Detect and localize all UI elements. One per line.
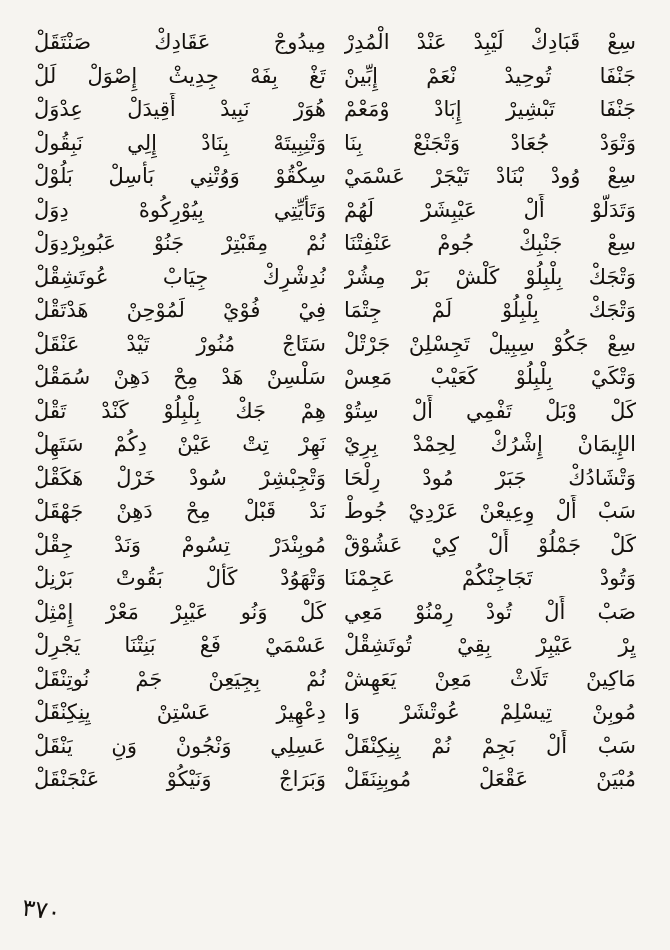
verse-line: وَتَأَيِّتِي بِيُوْرِكُوهْ دِوَلْ: [34, 197, 326, 222]
verse-line: دِعْهِيرْ عَسْتِنْ يِنِكِنْقَلْ: [34, 700, 326, 724]
verse-line: سَبْ أَلْ وِعِيعْنْ عَرْدِيْ جُوطْ: [344, 499, 636, 523]
verse-line: وَتْنِبِيتَهْ بِنَادْ إِلِي نَبِقُولْ: [34, 130, 326, 155]
left-column: [34, 26, 326, 898]
verse-line: مُبْيَنْ عَقْعَلْ مُوبِنِنَقَلْ: [344, 767, 636, 791]
verse-line: عَسِلِي وَنْجُونْ وَنِ يَنْقَلْ: [34, 733, 326, 758]
verse-line: نَدْ قَبْلْ مِحْ دَهِنْ جَهْقَلْ: [34, 499, 326, 523]
verse-line: صَبْ أَلْ تُودْ رِمْنُوْ مَعِي: [344, 599, 636, 624]
verse-line: وَبَرَاجْ وَنَيْكُوْ عَنْجَنْقَلْ: [34, 767, 326, 791]
verse-line: وَتْشَادُكْ جَبَرْ مُودْ رِلْحَا: [344, 465, 636, 490]
verse-line: يِرْ عَيْبِرْ بِقِيْ تُوتَشِقْلْ: [344, 633, 636, 657]
verse-line: مَاكِينْ تَلَاثْ مَعِنْ يَعَهِشْ: [344, 666, 636, 691]
verse-line: وَتْوَدْ جُعَادْ وَتْجَنْعْ بِنَا: [344, 130, 636, 155]
verse-line: نُمْ بِجِيَعِنْ جَمْ نُوتِنْقَلْ: [34, 666, 326, 691]
verse-line: مُوبِنْدَرْ تِسُومْ وَنَدْ جِقْلْ: [34, 532, 326, 557]
verse-line: نُمْ مِقَبْتِرْ جَنُوْ عَبُوبِرْدِوَلْ: [34, 231, 326, 255]
verse-line: سِعْ جَنْبِكْ جُومْ عَنْفِتْنَا: [344, 231, 636, 255]
verse-line: وَتْهَوُدْ كَأَلْ بَقُوتْ بَرْنِلْ: [34, 566, 326, 590]
verse-line: وَتُودْ تَجَاجِنْكُمْ عَجِمْنَا: [344, 566, 636, 590]
verse-line: مُوبِنْ تِيسْلِمْ عُوتْشَرْ وَا: [344, 700, 636, 724]
verse-line: وَتْجَكْ بِلْبِلُوْ لَمْ جِتْمَا: [344, 298, 636, 322]
verse-line: سَتَاجْ مُنُورْ تَيْدْ عَنْقَلْ: [34, 331, 326, 356]
verse-line: مِيدُوجْ عَقَادِكْ صَنْتَقَلْ: [34, 30, 326, 54]
verse-line: سِكْقُوْ وَوُتْنِي بَأَسِلْ بَلُوْلْ: [34, 164, 326, 188]
manuscript-text-block: [34, 26, 640, 898]
verse-line: نُدِشْرِكْ جِيَابْ عُوتَشِقْلْ: [34, 264, 326, 289]
verse-line: الإِيمَانْ إِشْرُكْ لِحِمْدْ بِرِيْ: [344, 432, 636, 456]
verse-line: جَنْفَا تُوحِيدْ نْعَمْ إِبِّينْ: [344, 63, 636, 88]
verse-line: جَنْفَا تَبْشِيرْ إِبَادْ وْمَعْمْ: [344, 97, 636, 121]
verse-line: فِيْ فُوْيْ لَمُوْحِنْ هَدْتَقْلْ: [34, 298, 326, 322]
verse-line: وَتَدَلَّوْ أَلْ عَيْبِشَرْ لَهُمْ: [344, 197, 636, 222]
verse-line: سِعْ وُودْ بْنَادْ تَيْجَرْ عَسْمَيْ: [344, 164, 636, 188]
verse-line: هُوَرْ نَبِيدْ أَقِيدَلْ عِدْوَلْ: [34, 97, 326, 121]
verse-line: وَتْجِبْشِرْ سُودْ خَرْلْ هَكَقْلْ: [34, 465, 326, 490]
verse-line: نَهِرْ تِتْ عَيْنْ دِكُمْ سَتَهِلْ: [34, 432, 326, 456]
verse-line: سِعْ قَبَادِكْ لَيْبِدْ عَنْدْ الْمُدِرْ: [344, 30, 636, 54]
verse-line: كَلْ وْبَلْ تَفْمِي أَلْ سِتُوْ: [344, 398, 636, 423]
verse-line: وَتْجَكْ بِلْبِلُوْ كَلْشْ بَرْ مِشُرْ: [344, 264, 636, 289]
verse-line: سَبْ أَلْ بَجِمْ نُمْ بِنِكِنْقَلْ: [344, 733, 636, 758]
verse-line: سِعْ جَكُوْ سِبِيلْ تَجِسْلِنْ جَرْتْلْ: [344, 331, 636, 356]
verse-line: سَلْسِنْ هَدْ مِحْ دَهِنْ سُمَقْلْ: [34, 365, 326, 389]
verse-line: وَتْكَيْ بِلْبِلُوْ كَعَيْبْ مَعِسْ: [344, 365, 636, 389]
verse-line: هِمْ جَكْ بِلْبِلُوْ كَنْدْ تَقْلْ: [34, 398, 326, 423]
verse-line: كَلْ وَنُو عَيْبِرْ مَعْرْ إِمْثِلْ: [34, 599, 326, 624]
right-column: [344, 26, 640, 898]
verse-line: تَغْ بِفَهْ جِدِيثْ إِصْوَلْ لَلْ: [34, 63, 326, 88]
page-number: ٣٧٠: [20, 893, 63, 927]
verse-line: كَلْ جَمْلُوْ أَلْ كِيْ عَشُوْقْ: [344, 532, 636, 557]
verse-line: عَسْمَيْ فَعْ بَنِتْنَا يَجْرِلْ: [34, 633, 326, 657]
